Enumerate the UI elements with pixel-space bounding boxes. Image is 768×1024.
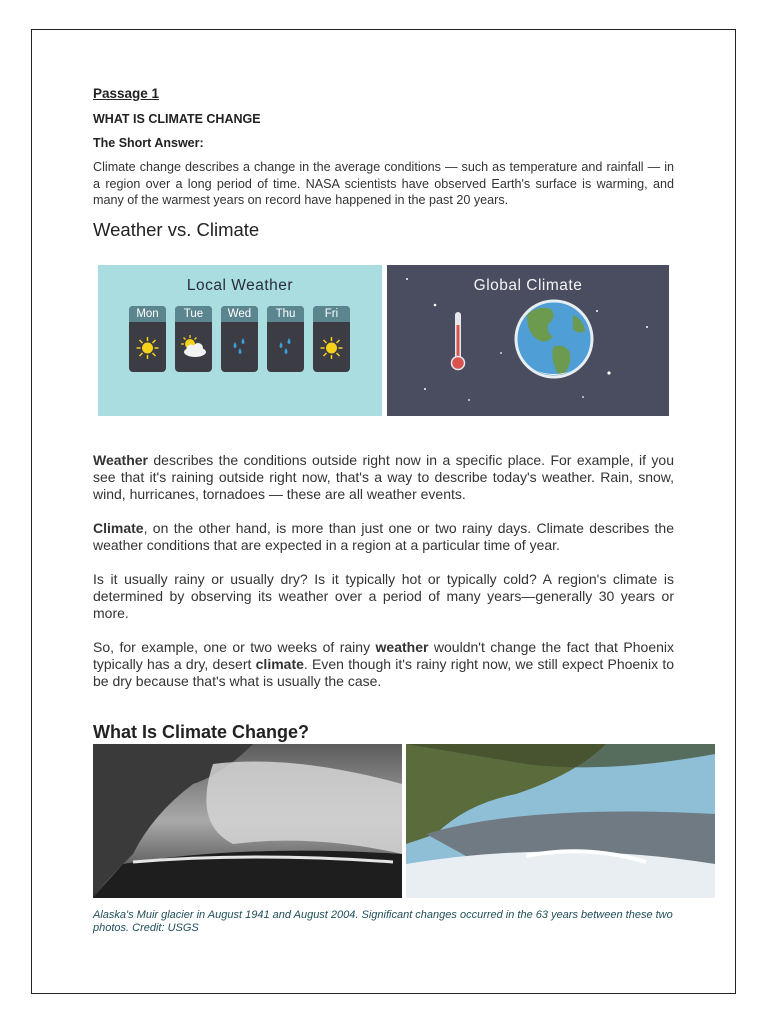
local-weather-panel bbox=[98, 265, 382, 416]
day-label: Fri bbox=[313, 306, 350, 322]
day-label: Mon bbox=[129, 306, 166, 322]
document-body bbox=[93, 86, 674, 241]
day-card-thu bbox=[267, 306, 304, 372]
day-label: Thu bbox=[267, 306, 304, 322]
question-paragraph: Is it usually rainy or usually dry? Is it typically hot or typically cold? A region's climate is determined by observing its weather over a period of many years—generally 30 years or more. bbox=[93, 571, 674, 621]
day-card-wed bbox=[221, 306, 258, 372]
weather-paragraph: Weather describes the conditions outside right now in a specific place. For example, if you see that it's raining outside right now, that's a way to describe today's weather. Rain, snow, wind, hurricanes, tornadoes — these are all weather events. bbox=[93, 452, 674, 502]
partly-cloudy-icon bbox=[175, 328, 212, 368]
example-paragraph: So, for example, one or two weeks of rainy weather wouldn't change the fact that Phoenix typically has a dry, desert climate. Even though it's rainy right now, we still expect Phoenix to be dry because that's what is usually the case. bbox=[93, 639, 674, 689]
section-title-weather-vs-climate: Weather vs. Climate bbox=[93, 218, 260, 240]
weather-term: Weather bbox=[93, 452, 148, 468]
main-heading: WHAT IS CLIMATE CHANGE bbox=[93, 112, 261, 126]
photo-caption: Alaska's Muir glacier in August 1941 and August 2004. Significant changes occurred in the 63 years between these two photos. Credit: USGS bbox=[93, 909, 673, 934]
glacier-photo-1941 bbox=[93, 744, 402, 898]
rain-icon bbox=[267, 328, 304, 368]
local-weather-title: Local Weather bbox=[186, 277, 294, 294]
sun-icon bbox=[129, 328, 166, 368]
global-climate-scene bbox=[387, 265, 669, 416]
section-title-climate-change: What Is Climate Change? bbox=[93, 722, 310, 742]
day-card-mon bbox=[129, 306, 166, 372]
sun-icon bbox=[313, 328, 350, 368]
climate-paragraph: Climate, on the other hand, is more than just one or two rainy days. Climate describes the weather conditions that are expected in a region at a particular time of year. bbox=[93, 520, 674, 553]
weather-vs-climate-illustration bbox=[98, 265, 669, 416]
earth-globe-icon bbox=[516, 301, 592, 377]
day-card-tue bbox=[175, 306, 212, 372]
global-climate-panel bbox=[387, 265, 669, 416]
day-card-fri bbox=[313, 306, 350, 372]
rain-icon bbox=[221, 328, 258, 368]
global-climate-title: Global Climate bbox=[473, 277, 583, 294]
glacier-photo-2004 bbox=[406, 744, 715, 898]
climate-term: Climate bbox=[93, 520, 144, 536]
intro-paragraph: Climate change describes a change in the average conditions — such as temperature and rainfall — in a region over a long period of time. NASA scientists have observed Earth's surface is warming, and many of the warmest years on record have happened in the past 20 years. bbox=[93, 160, 674, 207]
passage-label: Passage 1 bbox=[93, 86, 160, 101]
weather-climate-text bbox=[93, 452, 674, 690]
thermometer-icon bbox=[452, 312, 465, 370]
day-label: Wed bbox=[221, 306, 258, 322]
day-label: Tue bbox=[175, 306, 212, 322]
short-answer-heading: The Short Answer: bbox=[93, 136, 204, 150]
